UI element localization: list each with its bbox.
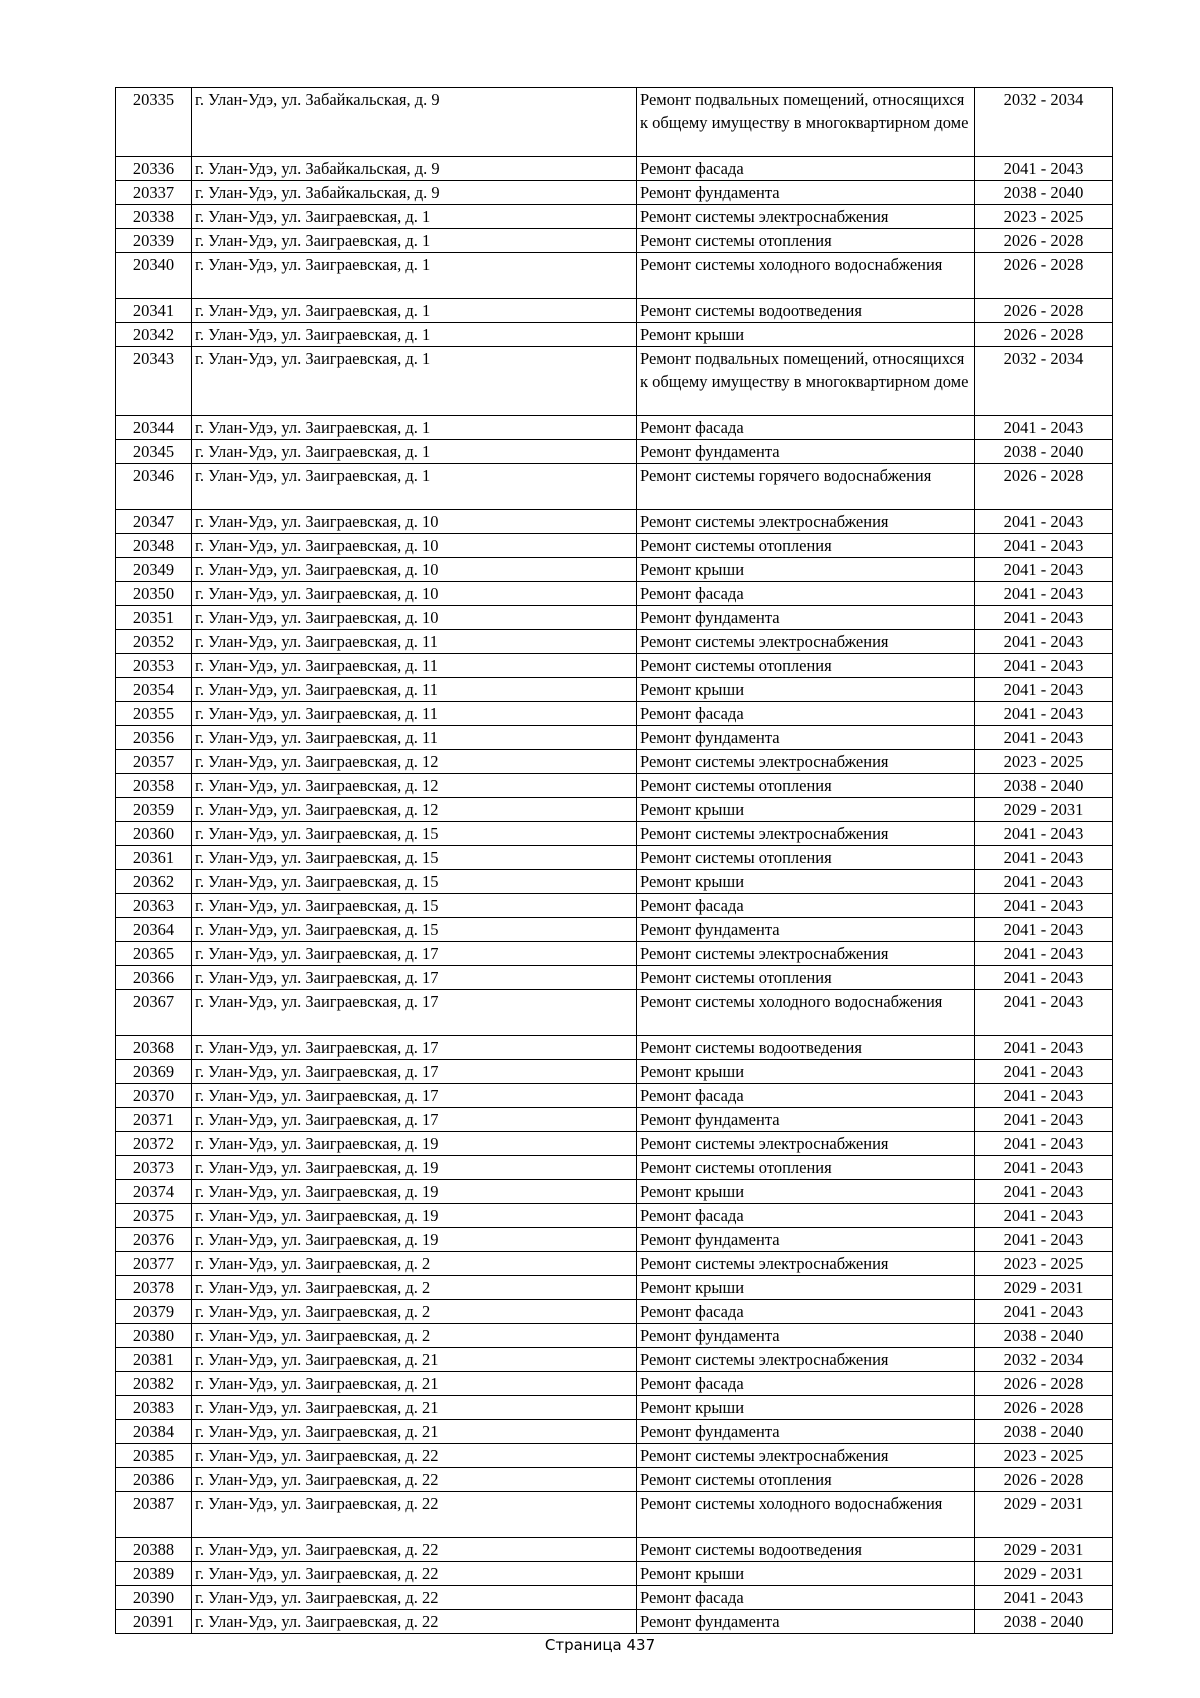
row-id-cell: 20342 — [116, 323, 192, 347]
row-id-cell: 20375 — [116, 1204, 192, 1228]
address-cell: г. Улан-Удэ, ул. Заиграевская, д. 1 — [192, 299, 637, 323]
years-cell: 2041 - 2043 — [975, 702, 1113, 726]
address-cell: г. Улан-Удэ, ул. Заиграевская, д. 11 — [192, 726, 637, 750]
years-cell: 2038 - 2040 — [975, 1420, 1113, 1444]
table-row — [116, 798, 1113, 822]
address-cell: г. Улан-Удэ, ул. Заиграевская, д. 2 — [192, 1300, 637, 1324]
address-cell: г. Улан-Удэ, ул. Заиграевская, д. 10 — [192, 582, 637, 606]
work-type-cell: Ремонт системы электроснабжения — [637, 510, 975, 534]
table-row — [116, 918, 1113, 942]
work-type-cell: Ремонт крыши — [637, 558, 975, 582]
years-cell: 2026 - 2028 — [975, 253, 1113, 299]
years-cell: 2038 - 2040 — [975, 440, 1113, 464]
years-cell: 2041 - 2043 — [975, 157, 1113, 181]
row-id-cell: 20387 — [116, 1492, 192, 1538]
work-type-cell: Ремонт системы горячего водоснабжения — [637, 464, 975, 510]
years-cell: 2041 - 2043 — [975, 894, 1113, 918]
table-row — [116, 1228, 1113, 1252]
address-cell: г. Улан-Удэ, ул. Заиграевская, д. 12 — [192, 750, 637, 774]
row-id-cell: 20337 — [116, 181, 192, 205]
row-id-cell: 20359 — [116, 798, 192, 822]
table-row — [116, 558, 1113, 582]
row-id-cell: 20339 — [116, 229, 192, 253]
years-cell: 2029 - 2031 — [975, 1492, 1113, 1538]
years-cell: 2023 - 2025 — [975, 205, 1113, 229]
row-id-cell: 20336 — [116, 157, 192, 181]
row-id-cell: 20353 — [116, 654, 192, 678]
row-id-cell: 20346 — [116, 464, 192, 510]
address-cell: г. Улан-Удэ, ул. Заиграевская, д. 11 — [192, 654, 637, 678]
row-id-cell: 20361 — [116, 846, 192, 870]
address-cell: г. Улан-Удэ, ул. Заиграевская, д. 1 — [192, 323, 637, 347]
years-cell: 2041 - 2043 — [975, 630, 1113, 654]
address-cell: г. Улан-Удэ, ул. Заиграевская, д. 2 — [192, 1276, 637, 1300]
work-type-cell: Ремонт системы отопления — [637, 1468, 975, 1492]
address-cell: г. Улан-Удэ, ул. Заиграевская, д. 17 — [192, 1084, 637, 1108]
years-cell: 2023 - 2025 — [975, 1252, 1113, 1276]
years-cell: 2026 - 2028 — [975, 1468, 1113, 1492]
table-row — [116, 630, 1113, 654]
row-id-cell: 20371 — [116, 1108, 192, 1132]
address-cell: г. Улан-Удэ, ул. Заиграевская, д. 17 — [192, 1060, 637, 1084]
work-type-cell: Ремонт системы водоотведения — [637, 1538, 975, 1562]
work-type-cell: Ремонт фасада — [637, 702, 975, 726]
years-cell: 2041 - 2043 — [975, 582, 1113, 606]
row-id-cell: 20386 — [116, 1468, 192, 1492]
row-id-cell: 20374 — [116, 1180, 192, 1204]
years-cell: 2041 - 2043 — [975, 1036, 1113, 1060]
row-id-cell: 20390 — [116, 1586, 192, 1610]
work-type-cell: Ремонт подвальных помещений, относящихся к общему имуществу в многоквартирном доме — [637, 347, 975, 416]
years-cell: 2038 - 2040 — [975, 1324, 1113, 1348]
years-cell: 2026 - 2028 — [975, 1396, 1113, 1420]
work-type-cell: Ремонт системы электроснабжения — [637, 1348, 975, 1372]
years-cell: 2041 - 2043 — [975, 416, 1113, 440]
address-cell: г. Улан-Удэ, ул. Заиграевская, д. 10 — [192, 558, 637, 582]
years-cell: 2041 - 2043 — [975, 1060, 1113, 1084]
row-id-cell: 20343 — [116, 347, 192, 416]
years-cell: 2041 - 2043 — [975, 846, 1113, 870]
table-row — [116, 464, 1113, 510]
table-row — [116, 1060, 1113, 1084]
address-cell: г. Улан-Удэ, ул. Заиграевская, д. 1 — [192, 205, 637, 229]
work-type-cell: Ремонт фасада — [637, 416, 975, 440]
address-cell: г. Улан-Удэ, ул. Заиграевская, д. 15 — [192, 894, 637, 918]
table-body — [116, 88, 1113, 1634]
address-cell: г. Улан-Удэ, ул. Заиграевская, д. 17 — [192, 1036, 637, 1060]
row-id-cell: 20347 — [116, 510, 192, 534]
table-row — [116, 253, 1113, 299]
years-cell: 2032 - 2034 — [975, 1348, 1113, 1372]
row-id-cell: 20352 — [116, 630, 192, 654]
row-id-cell: 20345 — [116, 440, 192, 464]
table-row — [116, 1396, 1113, 1420]
work-type-cell: Ремонт системы электроснабжения — [637, 1444, 975, 1468]
table-row — [116, 205, 1113, 229]
years-cell: 2029 - 2031 — [975, 798, 1113, 822]
table-row — [116, 416, 1113, 440]
work-type-cell: Ремонт фасада — [637, 894, 975, 918]
work-type-cell: Ремонт системы электроснабжения — [637, 822, 975, 846]
work-type-cell: Ремонт крыши — [637, 1060, 975, 1084]
row-id-cell: 20381 — [116, 1348, 192, 1372]
years-cell: 2041 - 2043 — [975, 870, 1113, 894]
address-cell: г. Улан-Удэ, ул. Заиграевская, д. 2 — [192, 1252, 637, 1276]
work-type-cell: Ремонт фасада — [637, 1372, 975, 1396]
years-cell: 2041 - 2043 — [975, 1586, 1113, 1610]
table-row — [116, 1444, 1113, 1468]
address-cell: г. Улан-Удэ, ул. Заиграевская, д. 17 — [192, 942, 637, 966]
row-id-cell: 20378 — [116, 1276, 192, 1300]
work-type-cell: Ремонт системы холодного водоснабжения — [637, 1492, 975, 1538]
years-cell: 2026 - 2028 — [975, 299, 1113, 323]
address-cell: г. Улан-Удэ, ул. Забайкальская, д. 9 — [192, 88, 637, 157]
address-cell: г. Улан-Удэ, ул. Заиграевская, д. 10 — [192, 606, 637, 630]
work-type-cell: Ремонт крыши — [637, 1562, 975, 1586]
table-row — [116, 822, 1113, 846]
work-type-cell: Ремонт фундамента — [637, 181, 975, 205]
table-row — [116, 1586, 1113, 1610]
years-cell: 2041 - 2043 — [975, 1180, 1113, 1204]
table-row — [116, 1468, 1113, 1492]
row-id-cell: 20364 — [116, 918, 192, 942]
address-cell: г. Улан-Удэ, ул. Заиграевская, д. 1 — [192, 229, 637, 253]
row-id-cell: 20379 — [116, 1300, 192, 1324]
address-cell: г. Улан-Удэ, ул. Заиграевская, д. 21 — [192, 1372, 637, 1396]
table-row — [116, 1204, 1113, 1228]
years-cell: 2041 - 2043 — [975, 966, 1113, 990]
address-cell: г. Улан-Удэ, ул. Заиграевская, д. 22 — [192, 1444, 637, 1468]
row-id-cell: 20355 — [116, 702, 192, 726]
work-type-cell: Ремонт системы электроснабжения — [637, 1132, 975, 1156]
row-id-cell: 20349 — [116, 558, 192, 582]
address-cell: г. Улан-Удэ, ул. Заиграевская, д. 22 — [192, 1610, 637, 1634]
table-row — [116, 229, 1113, 253]
address-cell: г. Улан-Удэ, ул. Заиграевская, д. 1 — [192, 440, 637, 464]
years-cell: 2041 - 2043 — [975, 606, 1113, 630]
row-id-cell: 20389 — [116, 1562, 192, 1586]
table-row — [116, 654, 1113, 678]
table-row — [116, 1324, 1113, 1348]
work-type-cell: Ремонт фундамента — [637, 606, 975, 630]
address-cell: г. Улан-Удэ, ул. Заиграевская, д. 19 — [192, 1228, 637, 1252]
years-cell: 2041 - 2043 — [975, 1300, 1113, 1324]
years-cell: 2026 - 2028 — [975, 229, 1113, 253]
row-id-cell: 20362 — [116, 870, 192, 894]
years-cell: 2041 - 2043 — [975, 534, 1113, 558]
row-id-cell: 20354 — [116, 678, 192, 702]
work-type-cell: Ремонт фундамента — [637, 918, 975, 942]
row-id-cell: 20372 — [116, 1132, 192, 1156]
years-cell: 2041 - 2043 — [975, 918, 1113, 942]
table-row — [116, 990, 1113, 1036]
table-row — [116, 774, 1113, 798]
work-type-cell: Ремонт фасада — [637, 157, 975, 181]
work-type-cell: Ремонт крыши — [637, 323, 975, 347]
address-cell: г. Улан-Удэ, ул. Заиграевская, д. 17 — [192, 990, 637, 1036]
work-type-cell: Ремонт подвальных помещений, относящихся к общему имуществу в многоквартирном доме — [637, 88, 975, 157]
work-type-cell: Ремонт фундамента — [637, 440, 975, 464]
row-id-cell: 20391 — [116, 1610, 192, 1634]
address-cell: г. Улан-Удэ, ул. Заиграевская, д. 15 — [192, 918, 637, 942]
work-type-cell: Ремонт фасада — [637, 1084, 975, 1108]
table-row — [116, 1348, 1113, 1372]
table-row — [116, 702, 1113, 726]
work-type-cell: Ремонт фундамента — [637, 1108, 975, 1132]
address-cell: г. Улан-Удэ, ул. Заиграевская, д. 21 — [192, 1420, 637, 1444]
address-cell: г. Улан-Удэ, ул. Заиграевская, д. 1 — [192, 464, 637, 510]
row-id-cell: 20382 — [116, 1372, 192, 1396]
row-id-cell: 20351 — [116, 606, 192, 630]
address-cell: г. Улан-Удэ, ул. Заиграевская, д. 11 — [192, 630, 637, 654]
work-type-cell: Ремонт крыши — [637, 1276, 975, 1300]
years-cell: 2038 - 2040 — [975, 1610, 1113, 1634]
years-cell: 2041 - 2043 — [975, 1132, 1113, 1156]
row-id-cell: 20368 — [116, 1036, 192, 1060]
row-id-cell: 20370 — [116, 1084, 192, 1108]
address-cell: г. Улан-Удэ, ул. Заиграевская, д. 21 — [192, 1348, 637, 1372]
table-row — [116, 726, 1113, 750]
work-type-cell: Ремонт системы холодного водоснабжения — [637, 253, 975, 299]
years-cell: 2041 - 2043 — [975, 726, 1113, 750]
table-row — [116, 1300, 1113, 1324]
work-type-cell: Ремонт фундамента — [637, 1420, 975, 1444]
work-type-cell: Ремонт крыши — [637, 678, 975, 702]
row-id-cell: 20357 — [116, 750, 192, 774]
years-cell: 2032 - 2034 — [975, 88, 1113, 157]
row-id-cell: 20350 — [116, 582, 192, 606]
row-id-cell: 20363 — [116, 894, 192, 918]
table-row — [116, 1538, 1113, 1562]
table-row — [116, 534, 1113, 558]
table-row — [116, 606, 1113, 630]
table-row — [116, 846, 1113, 870]
table-row — [116, 1036, 1113, 1060]
work-type-cell: Ремонт системы отопления — [637, 1156, 975, 1180]
table-row — [116, 750, 1113, 774]
work-type-cell: Ремонт крыши — [637, 798, 975, 822]
years-cell: 2041 - 2043 — [975, 942, 1113, 966]
table-row — [116, 88, 1113, 157]
row-id-cell: 20384 — [116, 1420, 192, 1444]
work-type-cell: Ремонт системы электроснабжения — [637, 1252, 975, 1276]
address-cell: г. Улан-Удэ, ул. Заиграевская, д. 19 — [192, 1204, 637, 1228]
table-row — [116, 1562, 1113, 1586]
years-cell: 2041 - 2043 — [975, 1228, 1113, 1252]
row-id-cell: 20365 — [116, 942, 192, 966]
table-row — [116, 678, 1113, 702]
address-cell: г. Улан-Удэ, ул. Заиграевская, д. 12 — [192, 774, 637, 798]
address-cell: г. Улан-Удэ, ул. Забайкальская, д. 9 — [192, 181, 637, 205]
years-cell: 2041 - 2043 — [975, 990, 1113, 1036]
years-cell: 2029 - 2031 — [975, 1538, 1113, 1562]
years-cell: 2029 - 2031 — [975, 1276, 1113, 1300]
row-id-cell: 20356 — [116, 726, 192, 750]
years-cell: 2041 - 2043 — [975, 510, 1113, 534]
table-row — [116, 894, 1113, 918]
table-row — [116, 1180, 1113, 1204]
address-cell: г. Улан-Удэ, ул. Заиграевская, д. 15 — [192, 822, 637, 846]
years-cell: 2038 - 2040 — [975, 181, 1113, 205]
work-type-cell: Ремонт системы отопления — [637, 966, 975, 990]
address-cell: г. Улан-Удэ, ул. Заиграевская, д. 15 — [192, 870, 637, 894]
table-row — [116, 1276, 1113, 1300]
years-cell: 2038 - 2040 — [975, 774, 1113, 798]
work-type-cell: Ремонт системы отопления — [637, 654, 975, 678]
years-cell: 2023 - 2025 — [975, 1444, 1113, 1468]
table-row — [116, 347, 1113, 416]
row-id-cell: 20360 — [116, 822, 192, 846]
row-id-cell: 20376 — [116, 1228, 192, 1252]
table-row — [116, 440, 1113, 464]
address-cell: г. Улан-Удэ, ул. Заиграевская, д. 10 — [192, 510, 637, 534]
work-type-cell: Ремонт системы электроснабжения — [637, 205, 975, 229]
table-row — [116, 942, 1113, 966]
years-cell: 2026 - 2028 — [975, 464, 1113, 510]
work-type-cell: Ремонт системы отопления — [637, 846, 975, 870]
table-row — [116, 966, 1113, 990]
page-number: Страница 437 — [544, 1636, 656, 1654]
work-type-cell: Ремонт фасада — [637, 582, 975, 606]
row-id-cell: 20348 — [116, 534, 192, 558]
years-cell: 2029 - 2031 — [975, 1562, 1113, 1586]
address-cell: г. Улан-Удэ, ул. Заиграевская, д. 22 — [192, 1562, 637, 1586]
address-cell: г. Улан-Удэ, ул. Заиграевская, д. 1 — [192, 416, 637, 440]
address-cell: г. Улан-Удэ, ул. Заиграевская, д. 15 — [192, 846, 637, 870]
row-id-cell: 20383 — [116, 1396, 192, 1420]
address-cell: г. Улан-Удэ, ул. Заиграевская, д. 1 — [192, 347, 637, 416]
address-cell: г. Улан-Удэ, ул. Заиграевская, д. 17 — [192, 966, 637, 990]
work-type-cell: Ремонт системы электроснабжения — [637, 630, 975, 654]
work-type-cell: Ремонт системы отопления — [637, 229, 975, 253]
table-row — [116, 1420, 1113, 1444]
years-cell: 2041 - 2043 — [975, 1204, 1113, 1228]
table-row — [116, 510, 1113, 534]
work-type-cell: Ремонт фундамента — [637, 1610, 975, 1634]
address-cell: г. Улан-Удэ, ул. Заиграевская, д. 21 — [192, 1396, 637, 1420]
years-cell: 2041 - 2043 — [975, 654, 1113, 678]
row-id-cell: 20369 — [116, 1060, 192, 1084]
table-row — [116, 870, 1113, 894]
work-type-cell: Ремонт фасада — [637, 1586, 975, 1610]
address-cell: г. Улан-Удэ, ул. Заиграевская, д. 17 — [192, 1108, 637, 1132]
address-cell: г. Улан-Удэ, ул. Заиграевская, д. 19 — [192, 1156, 637, 1180]
row-id-cell: 20338 — [116, 205, 192, 229]
years-cell: 2041 - 2043 — [975, 1156, 1113, 1180]
years-cell: 2026 - 2028 — [975, 323, 1113, 347]
table-row — [116, 1156, 1113, 1180]
work-type-cell: Ремонт системы холодного водоснабжения — [637, 990, 975, 1036]
address-cell: г. Улан-Удэ, ул. Заиграевская, д. 22 — [192, 1492, 637, 1538]
years-cell: 2041 - 2043 — [975, 558, 1113, 582]
work-type-cell: Ремонт фундамента — [637, 726, 975, 750]
address-cell: г. Улан-Удэ, ул. Заиграевская, д. 1 — [192, 253, 637, 299]
table-row — [116, 1492, 1113, 1538]
row-id-cell: 20340 — [116, 253, 192, 299]
work-type-cell: Ремонт крыши — [637, 1180, 975, 1204]
table-row — [116, 1252, 1113, 1276]
table-row — [116, 323, 1113, 347]
work-type-cell: Ремонт фундамента — [637, 1228, 975, 1252]
years-cell: 2032 - 2034 — [975, 347, 1113, 416]
work-type-cell: Ремонт фундамента — [637, 1324, 975, 1348]
work-type-cell: Ремонт системы отопления — [637, 534, 975, 558]
table-row — [116, 1610, 1113, 1634]
row-id-cell: 20380 — [116, 1324, 192, 1348]
address-cell: г. Улан-Удэ, ул. Заиграевская, д. 11 — [192, 678, 637, 702]
years-cell: 2041 - 2043 — [975, 1108, 1113, 1132]
work-type-cell: Ремонт фасада — [637, 1204, 975, 1228]
work-type-cell: Ремонт фасада — [637, 1300, 975, 1324]
address-cell: г. Улан-Удэ, ул. Заиграевская, д. 2 — [192, 1324, 637, 1348]
row-id-cell: 20373 — [116, 1156, 192, 1180]
row-id-cell: 20377 — [116, 1252, 192, 1276]
work-type-cell: Ремонт системы электроснабжения — [637, 942, 975, 966]
years-cell: 2041 - 2043 — [975, 1084, 1113, 1108]
address-cell: г. Улан-Удэ, ул. Заиграевская, д. 10 — [192, 534, 637, 558]
row-id-cell: 20335 — [116, 88, 192, 157]
repair-schedule-table — [115, 87, 1113, 1634]
table-row — [116, 1132, 1113, 1156]
work-type-cell: Ремонт системы водоотведения — [637, 1036, 975, 1060]
row-id-cell: 20341 — [116, 299, 192, 323]
work-type-cell: Ремонт крыши — [637, 1396, 975, 1420]
address-cell: г. Улан-Удэ, ул. Забайкальская, д. 9 — [192, 157, 637, 181]
row-id-cell: 20388 — [116, 1538, 192, 1562]
table-row — [116, 1084, 1113, 1108]
table-row — [116, 157, 1113, 181]
address-cell: г. Улан-Удэ, ул. Заиграевская, д. 22 — [192, 1538, 637, 1562]
table-row — [116, 582, 1113, 606]
years-cell: 2026 - 2028 — [975, 1372, 1113, 1396]
address-cell: г. Улан-Удэ, ул. Заиграевская, д. 19 — [192, 1132, 637, 1156]
table-row — [116, 181, 1113, 205]
work-type-cell: Ремонт системы водоотведения — [637, 299, 975, 323]
address-cell: г. Улан-Удэ, ул. Заиграевская, д. 19 — [192, 1180, 637, 1204]
work-type-cell: Ремонт системы отопления — [637, 774, 975, 798]
table-row — [116, 1108, 1113, 1132]
work-type-cell: Ремонт крыши — [637, 870, 975, 894]
address-cell: г. Улан-Удэ, ул. Заиграевская, д. 12 — [192, 798, 637, 822]
table-row — [116, 299, 1113, 323]
row-id-cell: 20358 — [116, 774, 192, 798]
years-cell: 2041 - 2043 — [975, 822, 1113, 846]
address-cell: г. Улан-Удэ, ул. Заиграевская, д. 22 — [192, 1468, 637, 1492]
work-type-cell: Ремонт системы электроснабжения — [637, 750, 975, 774]
row-id-cell: 20367 — [116, 990, 192, 1036]
address-cell: г. Улан-Удэ, ул. Заиграевская, д. 22 — [192, 1586, 637, 1610]
row-id-cell: 20366 — [116, 966, 192, 990]
years-cell: 2041 - 2043 — [975, 678, 1113, 702]
row-id-cell: 20385 — [116, 1444, 192, 1468]
address-cell: г. Улан-Удэ, ул. Заиграевская, д. 11 — [192, 702, 637, 726]
table-row — [116, 1372, 1113, 1396]
row-id-cell: 20344 — [116, 416, 192, 440]
years-cell: 2023 - 2025 — [975, 750, 1113, 774]
